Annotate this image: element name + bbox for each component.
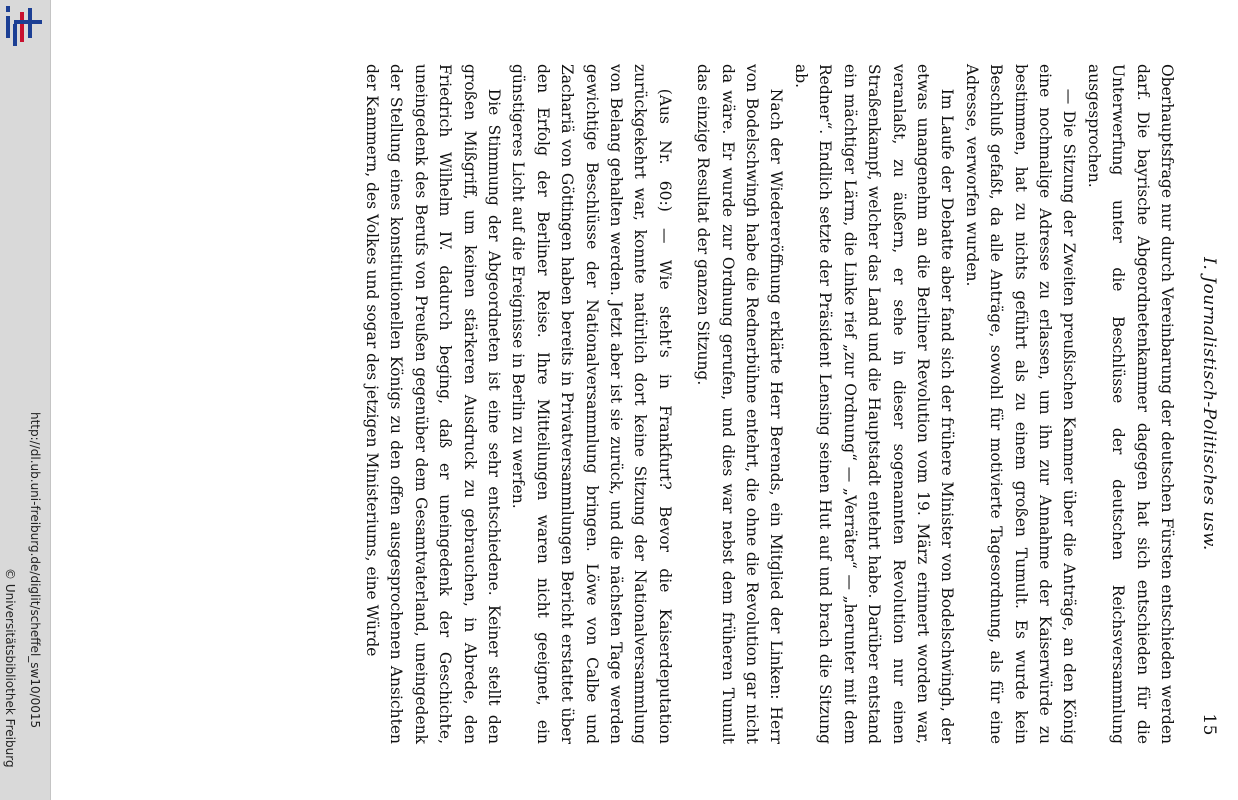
rotated-page-content — [159, 64, 1219, 744]
library-logo-icon — [4, 6, 44, 50]
section-gap — [677, 64, 691, 744]
viewer-sidebar — [0, 0, 51, 800]
paragraph: — Die Sitzung der Zweiten preußischen Kammer über die Anträge, an den König eine nochmalige Adresse zu erlassen, um ihn zur Annahme der Kaiserwürde zu bestimmen, hat zu nichts geführt als zu einem großen Tumult. Es wurde kein Beschluß gefaßt, da alle Anträge, sowohl für motivierte Tagesordnung, als für eine Adresse, verworfen wurden. — [962, 64, 1079, 744]
paragraph: (Aus Nr. 60:) — Wie steht's in Frankfurt? Bevor die Kaiserdeputation zurückgekehrt war, konnte natürlich dort keine Sitzung der Nationalversammlung von Belang gehalten werden. Jetzt aber ist sie zurück, und die nächsten Tage werden gewichtige Beschlüsse der Nationalversammlung bringen. Löwe von Calbe und Zachariä von Göttingen haben bereits in Privatversammlungen Bericht erstattet über den Erfolg der Berliner Reise. Ihre Mitteilungen waren nicht geeignet, ein günstigeres Licht auf die Ereignisse in Berlin zu werfen. — [509, 64, 674, 744]
paragraph: Nach der Wiedereröffnung erklärte Herr Berends, ein Mitglied der Linken: Herr von Bodelschwingh habe die Rednerbühne entehrt, die ohne die Revolution gar nicht da wäre. Er wurde zur Ordnung gerufen, und dies war nebst dem früheren Tumult das einzige Resultat der ganzen Sitzung. — [694, 64, 786, 744]
page-body — [360, 64, 1179, 744]
copyright-notice: © Universitätsbibliothek Freiburg — [3, 568, 17, 768]
paragraph: Die Stimmung der Abgeordneten ist eine sehr entschiedene. Keiner stellt den großen Mißgriff, um keinen stärkeren Ausdruck zu gebrauchen, in Abrede, den Friedrich Wilhelm IV. dadurch beging, daß er uneingedenk der Geschichte, uneingedenk des Berufs von Preußen gegenüber dem Gesamtvaterland, uneingedenk der Stellung eines konstitutionellen Königs zu den offen ausgesprochenen Ansichten der Kammern, des Volkes und sogar des jetzigen Ministeriums, eine Würde — [363, 64, 504, 744]
scanned-page — [51, 0, 1238, 800]
paragraph: Im Laufe der Debatte aber fand sich der frühere Minister von Bodelschwingh, der etwas unangenehm an die Berliner Revolution vom 19. März erinnert worden war, veranlaßt, zu äußern, er sehe in dieser sogenannten Revolution nur einen Straßenkampf, welcher das Land und die Hauptstadt entehrt habe. Darüber entstand ein mächtiger Lärm, die Linke rief „zur Ordnung“ — „Verräter“ — „herunter mit dem Redner“. Endlich setzte der Präsident Lensing seinen Hut auf und brach die Sitzung ab. — [791, 64, 957, 744]
page-number: 15 — [1199, 713, 1219, 736]
paragraph: Oberhauptsfrage nur durch Vereinbarung der deutschen Fürsten entschieden werden darf. Die bayrische Abgeordnetenkammer dagegen hat sich entschieden für die Unterwerfung unter die Beschlüsse der deutschen Reichsversammlung ausgesprochen. — [1084, 64, 1176, 744]
page-header — [1179, 64, 1219, 744]
document-url[interactable]: http://dl.ub.uni-freiburg.de/diglit/scheffel_sw10/0015 — [28, 412, 42, 729]
running-head: I. Journalistisch-Politisches usw. — [1199, 257, 1219, 551]
